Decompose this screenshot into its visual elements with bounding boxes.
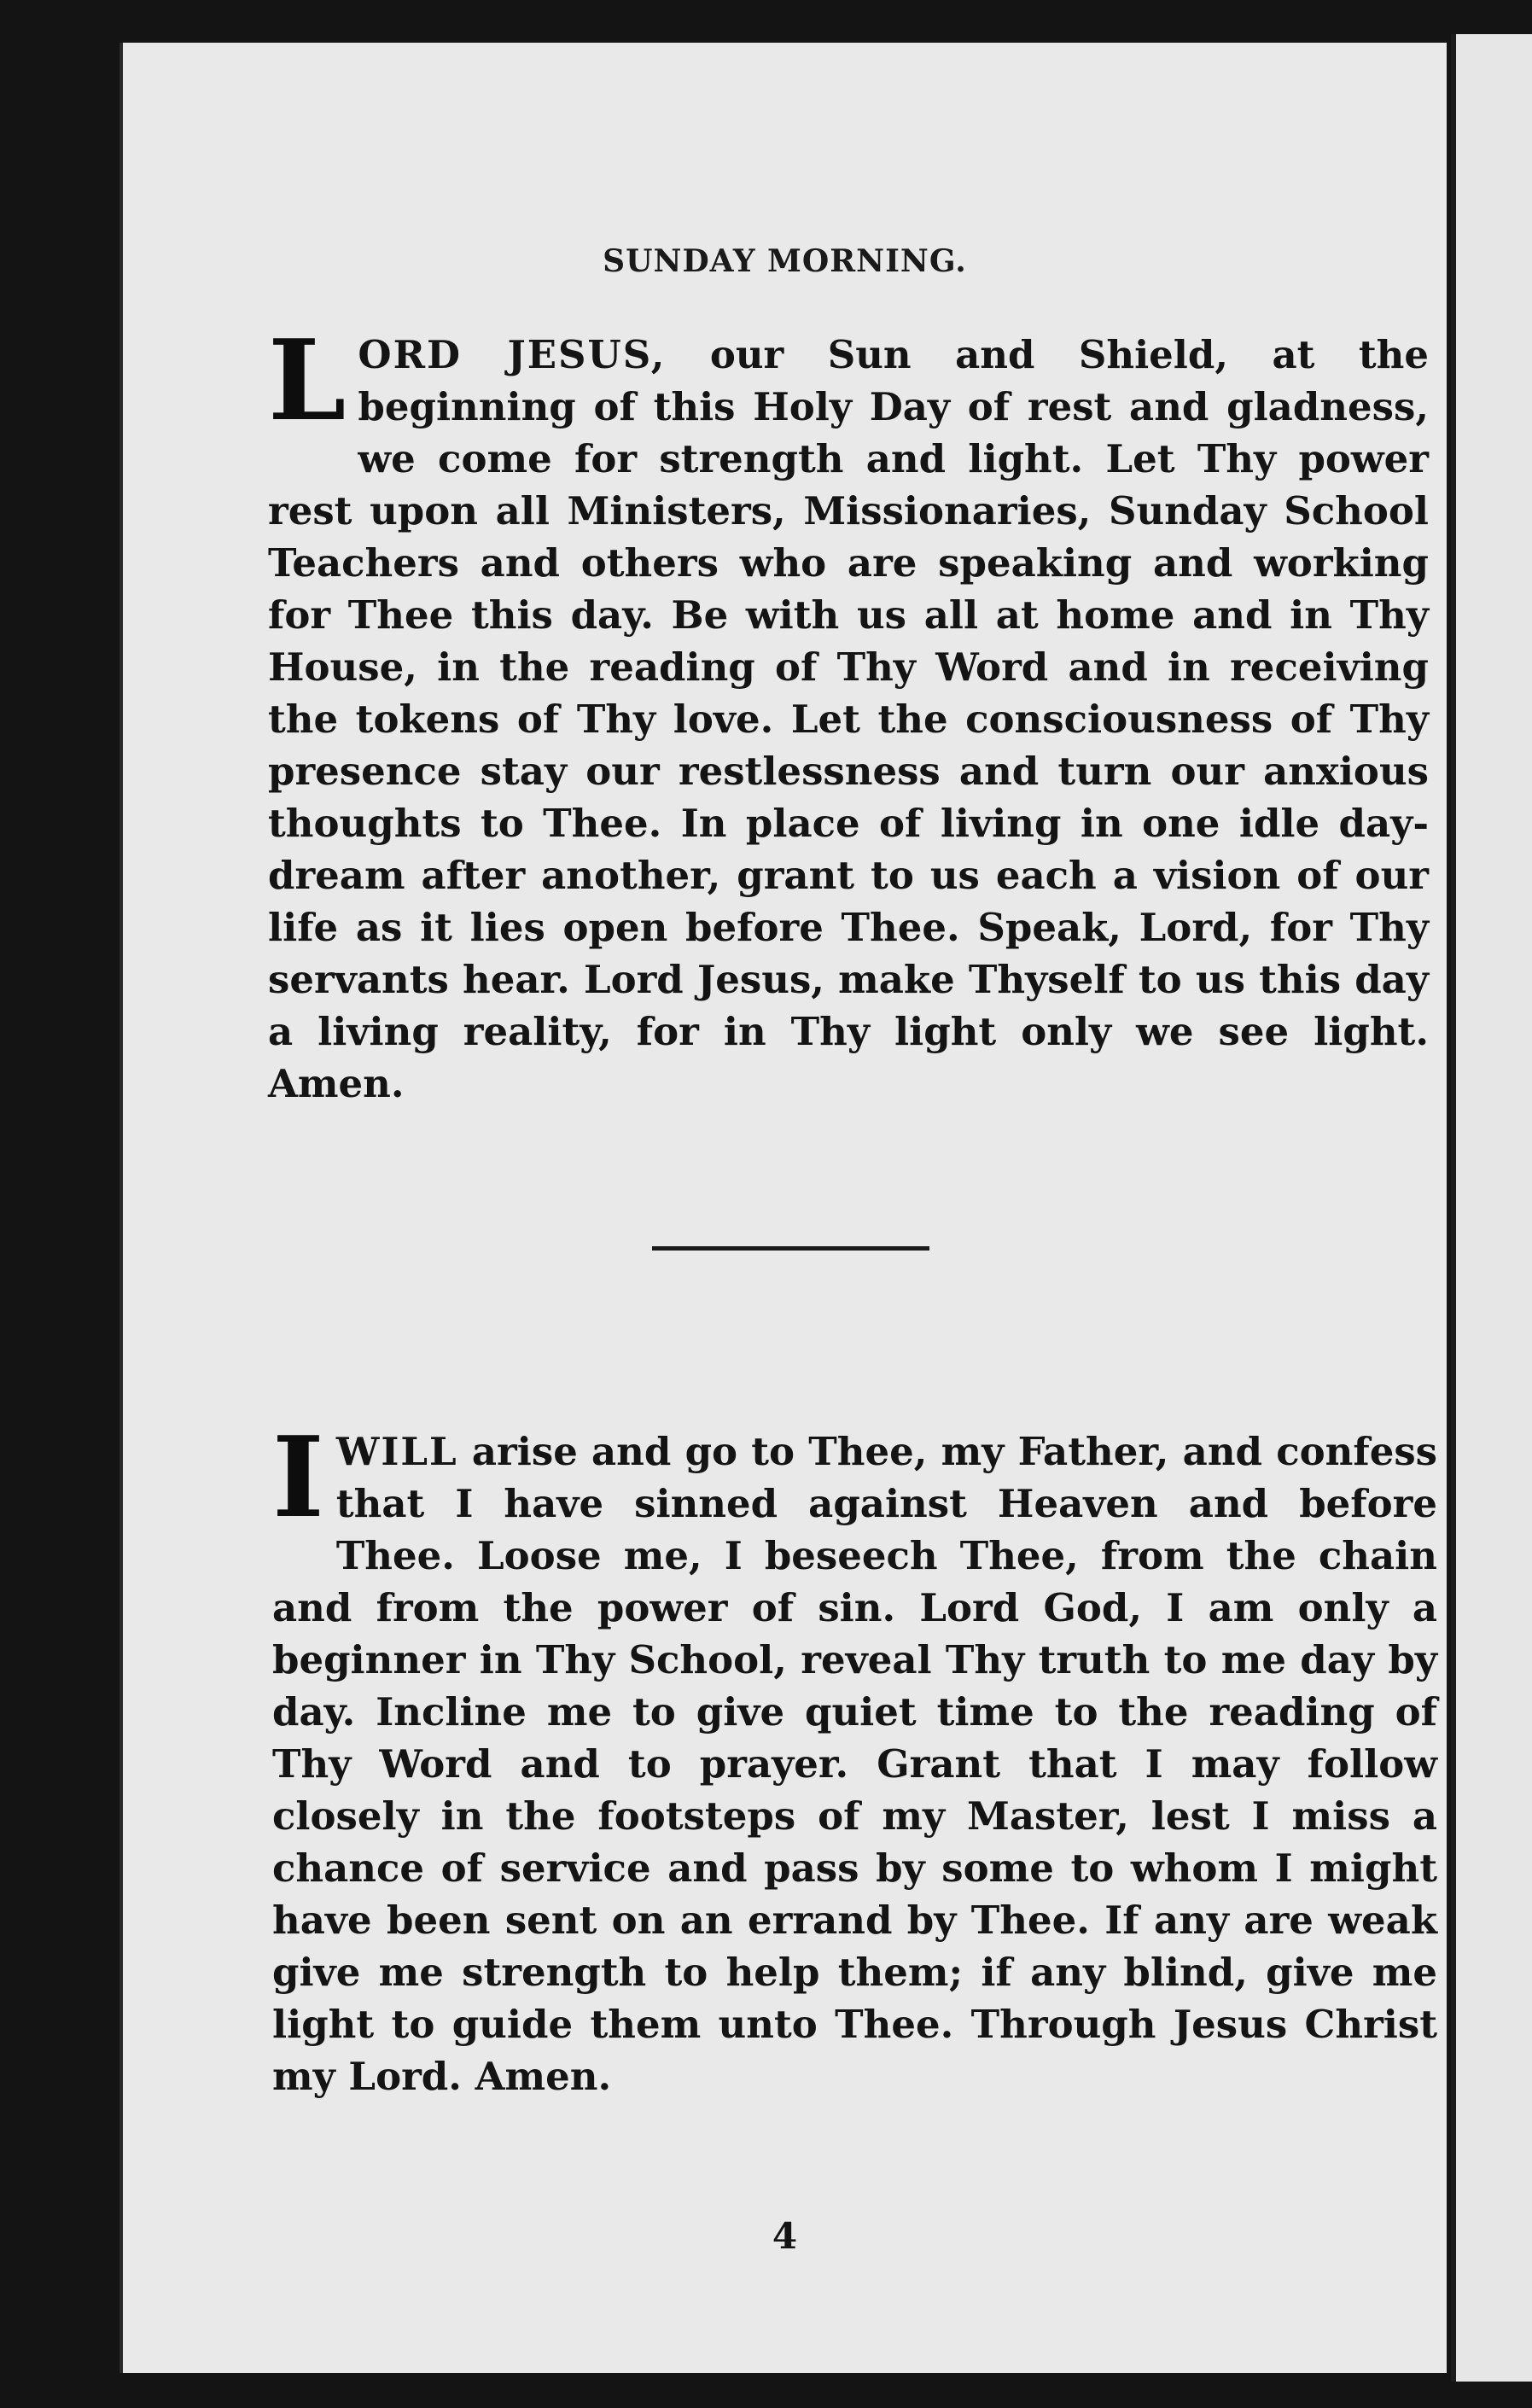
running-head: SUNDAY MORNING. (603, 243, 967, 279)
drop-cap-initial: I (272, 1412, 324, 1542)
book-page (119, 43, 1447, 2373)
prayer-body: our Sun and Shield, at the beginning of this Holy Day of rest and gladness, we come for strength and light. Let Thy power rest upon all Ministers, Missionaries, Sunday School Teachers and others who are speaking and working for Thee this day. Be with us all at home and in Thy House, in the reading of Thy Word and in receiving the tokens of Thy love. Let the consciousness of Thy presence stay our restlessness and turn our anxious thoughts to Thee. In place of living in one idle day-dream after another, grant to us each a vision of our life as it lies open before Thee. Speak, Lord, for Thy servants hear. Lord Jesus, make Thyself to us this day a living reality, for in Thy light only we see light. Amen. (268, 332, 1429, 1106)
prayer-lead-words: WILL (335, 1429, 458, 1474)
prayer-body: arise and go to Thee, my Father, and confess that I have sinned against Heaven and before Thee. Loose me, I beseech Thee, from the chain and from the power of sin. Lord God, I am only a beginner in Thy School, reveal Thy truth to me day by day. Incline me to give quiet time to the reading of Thy Word and to prayer. Grant that I may follow closely in the footsteps of my Master, lest I miss a chance of service and pass by some to whom I might have been sent on an errand by Thee. If any are weak give me strength to help them; if any blind, give me light to guide them unto Thee. Through Jesus Christ my Lord. Amen. (272, 1429, 1437, 2099)
section-divider (652, 1246, 929, 1251)
adjacent-page-edge (1451, 34, 1532, 2382)
prayer-confession (272, 1412, 1437, 2102)
page-number: 4 (772, 2215, 798, 2257)
prayer-morning (268, 315, 1429, 1110)
drop-cap-initial: L (268, 315, 347, 446)
prayer-lead-words: ORD JESUS, (358, 332, 667, 377)
